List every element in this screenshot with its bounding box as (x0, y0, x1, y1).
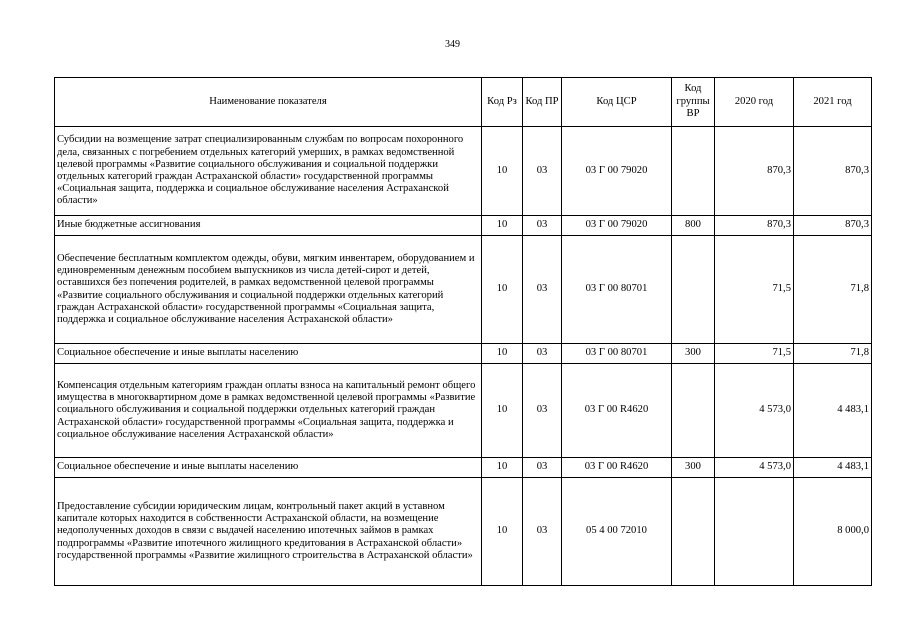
row-value-2021: 870,3 (794, 216, 872, 236)
row-name: Предоставление субсидии юридическим лицам, контрольный пакет акций в уставном капитале которых находится в собственности Астраханской области, на возмещение недополученных доходов в связи с выдачей населению ипотечных займов в рамках подпрограммы «Развитие ипотечного жилищного кредитования в Астраханской области» государственной программы «Развитие жилищного строительства в Астраханской области» (55, 478, 482, 586)
row-vr (672, 236, 715, 344)
row-pr: 03 (523, 344, 562, 364)
row-rz: 10 (482, 236, 523, 344)
header-vr-group-code: Код группы ВР (672, 78, 715, 127)
row-csr: 03 Г 00 R4620 (562, 364, 672, 458)
row-rz: 10 (482, 364, 523, 458)
table-row (55, 216, 872, 236)
budget-table (54, 77, 872, 586)
row-vr: 300 (672, 344, 715, 364)
row-rz: 10 (482, 127, 523, 216)
row-rz: 10 (482, 344, 523, 364)
row-pr: 03 (523, 364, 562, 458)
header-rz-code: Код Рз (482, 78, 523, 127)
row-value-2020: 870,3 (715, 216, 794, 236)
row-name: Иные бюджетные ассигнования (55, 216, 482, 236)
row-value-2020: 870,3 (715, 127, 794, 216)
row-csr: 03 Г 00 79020 (562, 216, 672, 236)
table-row (55, 127, 872, 216)
row-vr (672, 478, 715, 586)
row-value-2021: 8 000,0 (794, 478, 872, 586)
row-vr (672, 364, 715, 458)
row-value-2020 (715, 478, 794, 586)
table-row (55, 344, 872, 364)
row-value-2021: 71,8 (794, 344, 872, 364)
row-pr: 03 (523, 236, 562, 344)
row-pr: 03 (523, 478, 562, 586)
table-row (55, 236, 872, 344)
row-name: Обеспечение бесплатным комплектом одежды, обуви, мягким инвентарем, оборудованием и единовременным денежным пособием выпускников из числа детей-сирот и детей, оставшихся без попечения родителей, в рамках ведомственной целевой программы «Развитие социального обслуживания и социальной поддержки отдельных категорий граждан Астраханской области» государственной программы «Социальная защита, поддержка и социальное обслуживание населения Астраханской области» (55, 236, 482, 344)
table-row (55, 478, 872, 586)
row-value-2020: 71,5 (715, 344, 794, 364)
table-row (55, 458, 872, 478)
row-name: Субсидии на возмещение затрат специализированным службам по вопросам похоронного дела, связанных с погребением отдельных категорий умерших, в рамках ведомственной целевой программы «Развитие социального обслуживания и социальной поддержки отдельных категорий граждан Астраханской области» государственной программы «Социальная защита, поддержка и социальное обслуживание населения Астраханской области» (55, 127, 482, 216)
row-rz: 10 (482, 458, 523, 478)
header-pr-code: Код ПР (523, 78, 562, 127)
header-year-2020: 2020 год (715, 78, 794, 127)
row-csr: 03 Г 00 80701 (562, 344, 672, 364)
row-name: Социальное обеспечение и иные выплаты населению (55, 458, 482, 478)
row-value-2020: 71,5 (715, 236, 794, 344)
row-name: Социальное обеспечение и иные выплаты населению (55, 344, 482, 364)
table-row (55, 364, 872, 458)
row-value-2021: 71,8 (794, 236, 872, 344)
row-value-2021: 870,3 (794, 127, 872, 216)
row-pr: 03 (523, 216, 562, 236)
row-value-2020: 4 573,0 (715, 458, 794, 478)
row-value-2021: 4 483,1 (794, 364, 872, 458)
row-csr: 03 Г 00 80701 (562, 236, 672, 344)
row-rz: 10 (482, 216, 523, 236)
table-header-row (55, 78, 872, 127)
row-csr: 03 Г 00 R4620 (562, 458, 672, 478)
header-name: Наименование показателя (55, 78, 482, 127)
row-pr: 03 (523, 458, 562, 478)
row-value-2020: 4 573,0 (715, 364, 794, 458)
row-vr: 300 (672, 458, 715, 478)
row-csr: 05 4 00 72010 (562, 478, 672, 586)
header-year-2021: 2021 год (794, 78, 872, 127)
row-vr: 800 (672, 216, 715, 236)
header-csr-code: Код ЦСР (562, 78, 672, 127)
row-value-2021: 4 483,1 (794, 458, 872, 478)
row-vr (672, 127, 715, 216)
page-number: 349 (445, 39, 460, 50)
row-name: Компенсация отдельным категориям граждан оплаты взноса на капитальный ремонт общего имущества в многоквартирном доме в рамках ведомственной целевой программы «Развитие социального обслуживания и социальной поддержки отдельных категорий граждан Астраханской области» государственной программы «Социальная защита, поддержка и социальное обслуживание населения Астраханской области» (55, 364, 482, 458)
row-rz: 10 (482, 478, 523, 586)
row-pr: 03 (523, 127, 562, 216)
row-csr: 03 Г 00 79020 (562, 127, 672, 216)
